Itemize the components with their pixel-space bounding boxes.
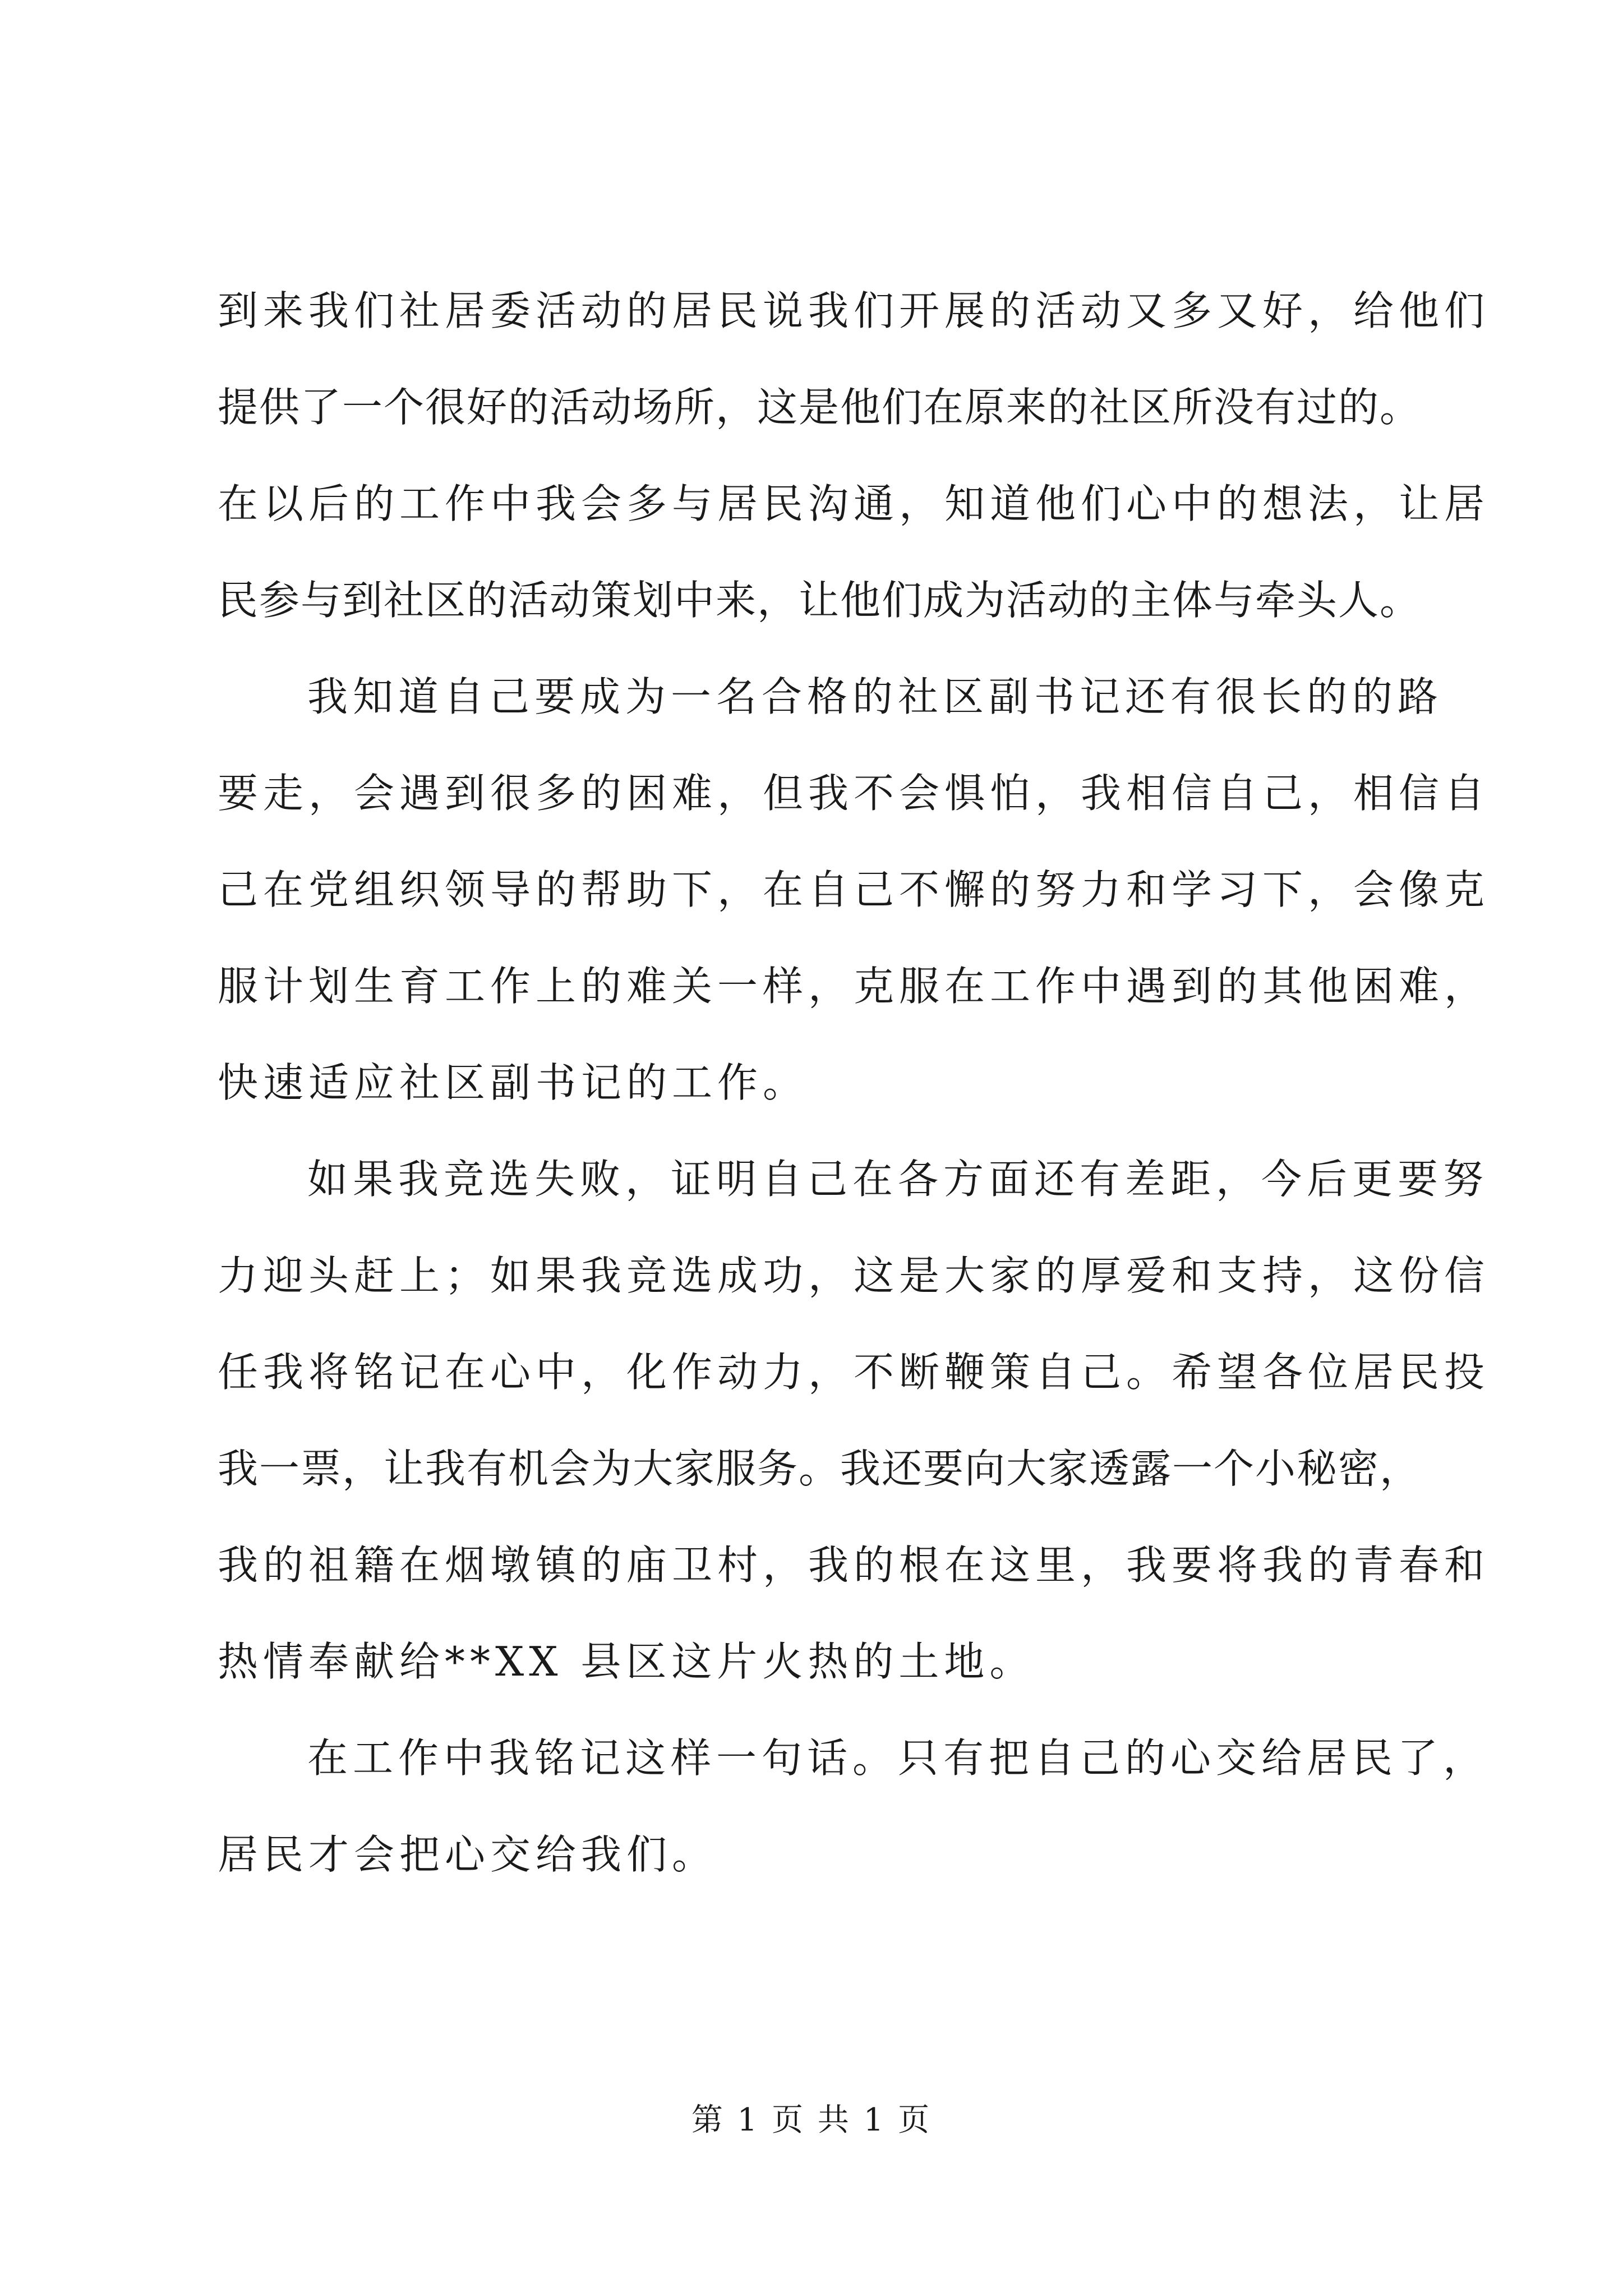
text-line: 提供了一个很好的活动场所，这是他们在原来的社区所没有过的。 — [218, 384, 1422, 431]
page-number: 第 1 页 共 1 页 — [691, 2102, 932, 2138]
text-line: 热情奉献给**XX 县区这片火热的土地。 — [218, 1638, 1035, 1685]
text-line: 要走，会遇到很多的困难，但我不会惧怕，我相信自己，相信自 — [218, 770, 1490, 817]
page-footer — [0, 2098, 1623, 2143]
text-line: 我的祖籍在烟墩镇的庙卫村，我的根在这里，我要将我的青春和 — [218, 1542, 1490, 1589]
text-line: 民参与到社区的活动策划中来，让他们成为活动的主体与牵头人。 — [218, 577, 1422, 624]
text-line: 力迎头赶上；如果我竞选成功，这是大家的厚爱和支持，这份信 — [218, 1252, 1490, 1299]
text-line: 服计划生育工作上的难关一样，克服在工作中遇到的其他困难， — [218, 963, 1490, 1010]
text-line: 如果我竞选失败，证明自己在各方面还有差距，今后更要努 — [307, 1156, 1489, 1203]
text-line: 我一票，让我有机会为大家服务。我还要向大家透露一个小秘密， — [218, 1445, 1422, 1492]
text-line: 快速适应社区副书记的工作。 — [218, 1059, 809, 1106]
paragraph — [218, 263, 1490, 648]
text-line: 在工作中我铭记这样一句话。只有把自己的心交给居民了， — [307, 1734, 1489, 1782]
document-body — [218, 263, 1490, 1903]
paragraph — [218, 1131, 1490, 1710]
text-line: 己在党组织领导的帮助下，在自己不懈的努力和学习下，会像克 — [218, 866, 1490, 913]
text-line: 我知道自己要成为一名合格的社区副书记还有很长的的路 — [307, 673, 1444, 720]
text-line: 到来我们社居委活动的居民说我们开展的活动又多又好，给他们 — [218, 287, 1490, 334]
paragraph — [218, 1710, 1489, 1903]
text-line: 在以后的工作中我会多与居民沟通，知道他们心中的想法，让居 — [218, 480, 1490, 527]
paragraph — [218, 648, 1490, 1131]
text-line: 居民才会把心交给我们。 — [218, 1831, 718, 1878]
text-line: 任我将铭记在心中，化作动力，不断鞭策自己。希望各位居民投 — [218, 1349, 1490, 1396]
